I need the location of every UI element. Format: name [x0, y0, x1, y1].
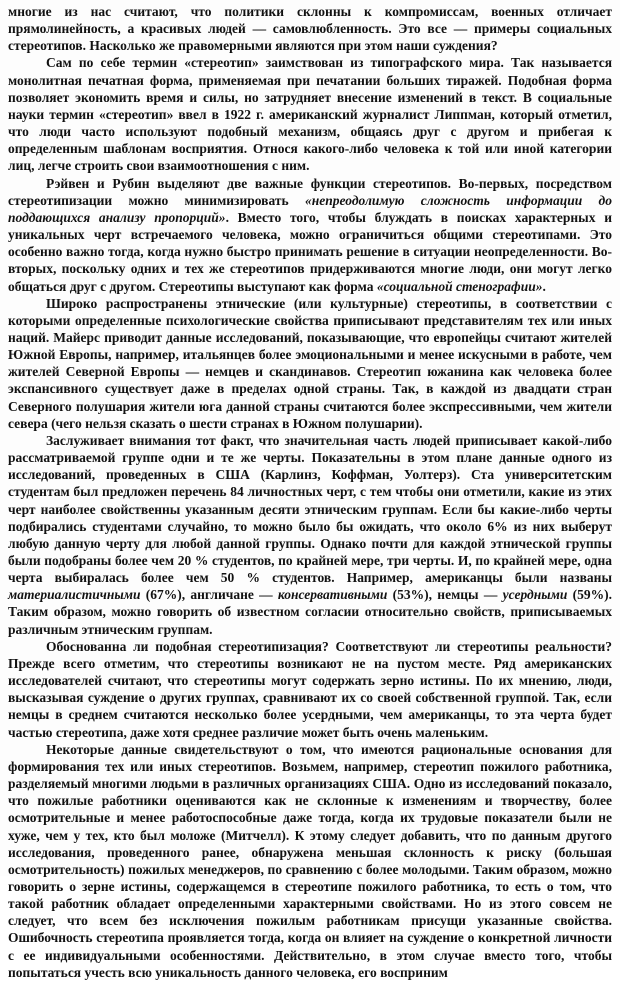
text-segment: Заслуживает внимания тот факт, что значительная часть людей приписывает какой-либо рассматриваемой группе одни и те же черты. Показательны в этом плане данные одного из исследований, проведенных в США (Карлинз, Коффман, Уолтерз). Ста университетским студентам был предложен перечень 84 личностных черт, с тем чтобы они отметили, какие из этих черт наиболее свойственны указанным десяти этническим группам. Если бы какие-либо черты подбирались студентами случайно, то можно было бы ожидать, что около 6% из них выберут любую данную черту для любой данной группы. Однако почти для каждой этнической группы были подобраны более чем 20 % студентов, по крайней мере, три черты. И, по крайней мере, одна черта выбиралась более чем 50 % студентов. Например, американцы были названы [8, 432, 612, 586]
text-segment: Рэйвен и Рубин выделяют две важные функции стереотипов. Во-первых, посредством стереотипизации можно минимизировать [8, 175, 612, 208]
text-segment: (67%), англичане — [140, 587, 278, 603]
paragraph [8, 3, 612, 54]
text-segment: «социальной стенографии» [376, 278, 543, 294]
paragraph [8, 295, 612, 432]
text-segment: Широко распространены этнические (или культурные) стереотипы, в соответствии с которыми определенные психологические свойства приписывают представителям тех или иных наций. Майерс приводит данные исследований, показывающие, что европейцы считают жителей Южной Европы, например, итальянцев более эмоциональными и менее искусными в работе, чем жителей Северной Европы — немцев и скандинавов. Стереотип южанина как человека более экспансивного существует даже в пределах одной страны. Так, в каждой из двадцати стран Северного полушария жители юга данной страны считаются более экспрессивными, чем жители севера (чего нельзя сказать о шести странах в Южном полушарии). [8, 295, 612, 431]
text-segment: . Вместо того, чтобы блуждать в поисках характерных и уникальных черт встречаемого человека, можно ограничиться общими стереотипами. Это особенно важно тогда, когда нужно быстро принимать решение в ситуации неопределенности. Во-вторых, поскольку одних и тех же стереотипов придерживаются многие люди, они могут легко общаться друг с другом. Стереотипы выступают как форма [8, 209, 612, 294]
text-segment: Сам по себе термин «стереотип» заимствован из типографского мира. Так называется монолитная печатная форма, применяемая при печатании больших тиражей. Подобная форма позволяет экономить время и силы, но затрудняет внесение изменений в текст. В социальные науки термин «стереотип» ввел в 1922 г. американский журналист Липпман, который отметил, что люди часто используют подобный механизм, общаясь друг с другом и прибегая к определенным шаблонам восприятия. Относя какого-либо человека к той или иной категории лиц, легче строить свои взаимоотношения с ним. [8, 55, 612, 174]
text-segment: Некоторые данные свидетельствуют о том, что имеются рациональные основания для формирования тех или иных стереотипов. Возьмем, например, стереотип пожилого работника, разделяемый многими людьми в различных организациях США. Одно из исследований показало, что пожилые работники оцениваются как не склонные к изменениям и творчеству, более осмотрительные и менее работоспособные даже тогда, когда их трудовые показатели были не хуже, чем у тех, кто был моложе (Митчелл). К этому следует добавить, что по данным другого исследования, проведенного ранее, обнаружена меньшая склонность к риску (большая осмотрительность) пожилых менеджеров, по сравнению с более молодыми. Таким образом, можно говорить о зерне истины, содержащемся в стереотипе пожилого работника, то есть о том, что такой работник обладает определенными характерными свойствами. Но из этого совсем не следует, что всем без исключения пожилым работникам присущи указанные свойства. Ошибочность стереотипа проявляется тогда, когда он влияет на суждение о конкретной личности с ее индивидуальными особенностями. Действительно, в этом случае вместо того, чтобы попытаться учесть всю уникальность данного человека, его восприним [8, 741, 612, 980]
text-segment: (53%), немцы — [387, 587, 503, 603]
text-segment: усердными [502, 587, 568, 603]
text-segment: многие из нас считают, что политики склонны к компромиссам, военных отличает прямолинейность, а красивых людей — самовлюбленность. Это все — примеры социальных стереотипов. Насколько же правомерными являются при этом наши суждения? [8, 4, 612, 54]
paragraph [8, 175, 612, 295]
text-segment: Обоснованна ли подобная стереотипизация? Соответствуют ли стереотипы реальности? Прежде всего отметим, что стереотипы возникают не на пустом месте. Ряд американских исследователей считают, что стереотипы могут содержать зерно истины. По их мнению, люди, высказывая суждение о других группах, сравнивают их со своей собственной группой. Так, если немцы в среднем считаются несколько более усердными, чем американцы, то эта черта будет частью стереотипа, даже хотя среднее различие может быть очень маленьким. [8, 638, 612, 740]
text-segment: материалистичными [8, 587, 141, 603]
text-segment: «непреодолимую сложность информации до поддающихся анализу пропорций» [8, 192, 612, 225]
paragraph [8, 432, 612, 638]
text-segment: . [542, 278, 546, 294]
paragraph [8, 741, 612, 981]
text-segment: (59%). Таким образом, можно говорить об известном согласии относительно свойств, приписываемых различным этническим группам. [8, 587, 612, 637]
text-segment: консервативными [277, 587, 388, 603]
page-text [8, 3, 612, 981]
paragraph [8, 54, 612, 174]
paragraph [8, 638, 612, 741]
